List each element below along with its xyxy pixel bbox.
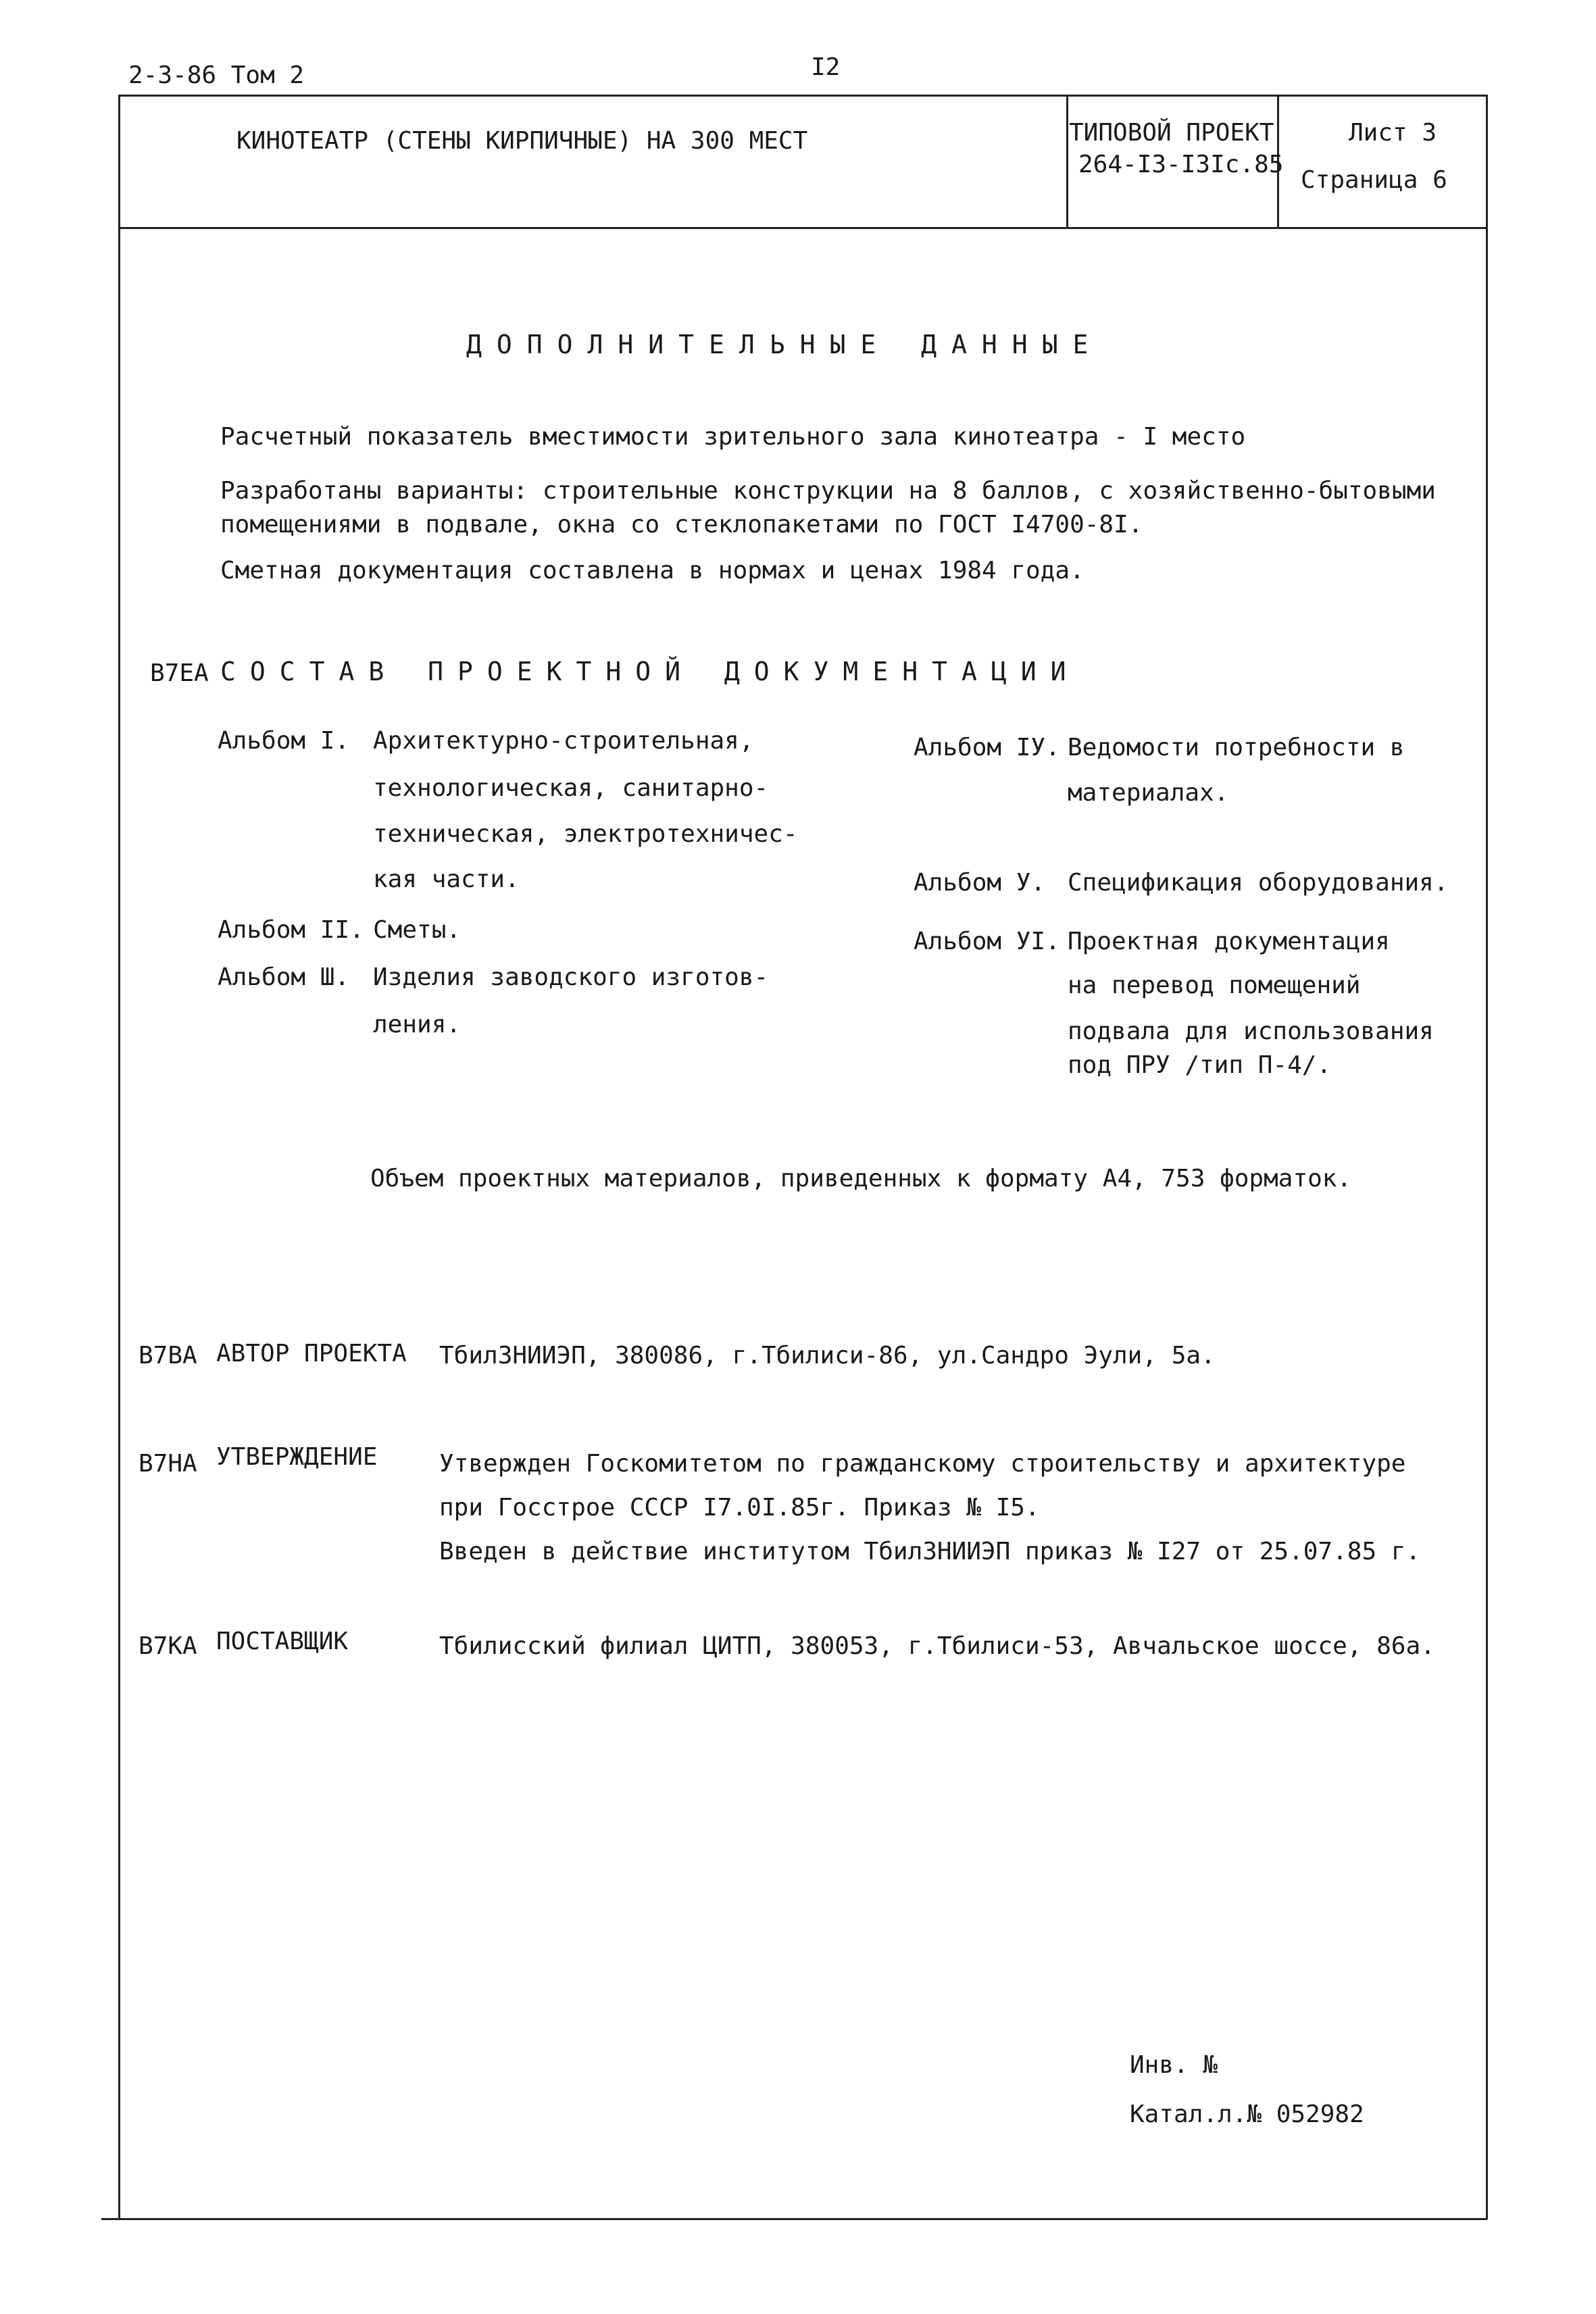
additional-data-heading: ДОПОЛНИТЕЛЬНЫЕ ДАННЫЕ bbox=[466, 330, 1103, 359]
variants-paragraph-line-1: Разработаны варианты: строительные конструкции на 8 баллов, с хозяйственно-бытовыми bbox=[220, 477, 1436, 505]
frame-right-line bbox=[1486, 95, 1488, 2219]
album-6-label: Альбом УI. bbox=[914, 928, 1060, 955]
supplier-code: В7КА bbox=[139, 1632, 197, 1660]
album-4-line-2: материалах. bbox=[1068, 779, 1229, 807]
approval-line-2: при Госстрое СССР I7.0I.85г. Приказ № I5. bbox=[439, 1494, 1040, 1521]
album-4-label: Альбом IУ. bbox=[914, 734, 1060, 761]
album-3-label: Альбом Ш. bbox=[218, 963, 350, 991]
album-3-line-1: Изделия заводского изготов- bbox=[373, 963, 769, 991]
album-1-line-4: кая части. bbox=[373, 865, 520, 893]
frame-left-line bbox=[118, 95, 120, 2219]
project-type-label: ТИПОВОЙ ПРОЕКТ bbox=[1069, 119, 1274, 147]
album-6-line-1: Проектная документация bbox=[1068, 928, 1390, 955]
project-code: 264-I3-I3Iс.85 bbox=[1078, 151, 1284, 178]
album-5-text: Спецификация оборудования. bbox=[1068, 869, 1449, 897]
album-2-label: Альбом II. bbox=[218, 916, 364, 944]
album-1-line-2: технологическая, санитарно- bbox=[373, 774, 769, 802]
album-6-line-4: под ПРУ /тип П-4/. bbox=[1068, 1051, 1332, 1079]
approval-label: УТВЕРЖДЕНИЕ bbox=[216, 1443, 378, 1471]
frame-bottom-line bbox=[101, 2218, 1487, 2220]
frame-top-line bbox=[119, 95, 1487, 97]
album-1-label: Альбом I. bbox=[218, 727, 350, 755]
album-5-label: Альбом У. bbox=[914, 869, 1046, 897]
capacity-paragraph: Расчетный показатель вместимости зрительного зала кинотеатра - I место bbox=[220, 423, 1246, 451]
album-6-line-2: на перевод помещений bbox=[1068, 972, 1361, 999]
variants-paragraph-line-2: помещениями в подвале, окна со стеклопакетами по ГОСТ I4700-8I. bbox=[220, 511, 1143, 538]
album-1-line-3: техническая, электротехничес- bbox=[373, 820, 798, 848]
volume-paragraph: Объем проектных материалов, приведенных к формату А4, 753 форматок. bbox=[370, 1165, 1352, 1192]
supplier-label: ПОСТАВЩИК bbox=[216, 1628, 349, 1655]
approval-code: В7НА bbox=[139, 1450, 197, 1478]
author-label: АВТОР ПРОЕКТА bbox=[216, 1340, 407, 1367]
album-2-text: Сметы. bbox=[373, 916, 462, 944]
album-6-line-3: подвала для использования bbox=[1068, 1017, 1434, 1045]
inventory-number-label: Инв. № bbox=[1130, 2051, 1218, 2079]
page-label: Страница 6 bbox=[1301, 166, 1447, 194]
approval-line-1: Утвержден Госкомитетом по гражданскому строительству и архитектуре bbox=[439, 1450, 1406, 1478]
author-code: В7ВА bbox=[139, 1342, 197, 1369]
estimate-paragraph: Сметная документация составлена в нормах и ценах 1984 года. bbox=[220, 557, 1084, 584]
supplier-text: Тбилисский филиал ЦИТП, 380053, г.Тбилиси-53, Авчальское шоссе, 86а. bbox=[439, 1632, 1435, 1660]
composition-heading: СОСТАВ ПРОЕКТНОЙ ДОКУМЕНТАЦИИ bbox=[220, 657, 1080, 686]
album-4-line-1: Ведомости потребности в bbox=[1068, 734, 1405, 761]
title-block-title: КИНОТЕАТР (СТЕНЫ КИРПИЧНЫЕ) НА 300 МЕСТ bbox=[236, 127, 808, 155]
catalog-number: Катал.л.№ 052982 bbox=[1130, 2101, 1364, 2128]
approval-line-3: Введен в действие институтом ТбилЗНИИЭП приказ № I27 от 25.07.85 г. bbox=[439, 1538, 1421, 1565]
title-block-bottom-line bbox=[119, 227, 1487, 229]
title-block-divider-1 bbox=[1066, 95, 1068, 228]
page-number: I2 bbox=[811, 53, 841, 81]
document-reference: 2-3-86 Том 2 bbox=[128, 61, 305, 89]
author-text: ТбилЗНИИЭП, 380086, г.Тбилиси-86, ул.Сандро Эули, 5а. bbox=[439, 1342, 1216, 1369]
composition-code: В7ЕА bbox=[150, 659, 209, 687]
album-1-line-1: Архитектурно-строительная, bbox=[373, 727, 754, 755]
sheet-number: Лист 3 bbox=[1349, 119, 1437, 147]
album-3-line-2: ления. bbox=[373, 1011, 462, 1038]
